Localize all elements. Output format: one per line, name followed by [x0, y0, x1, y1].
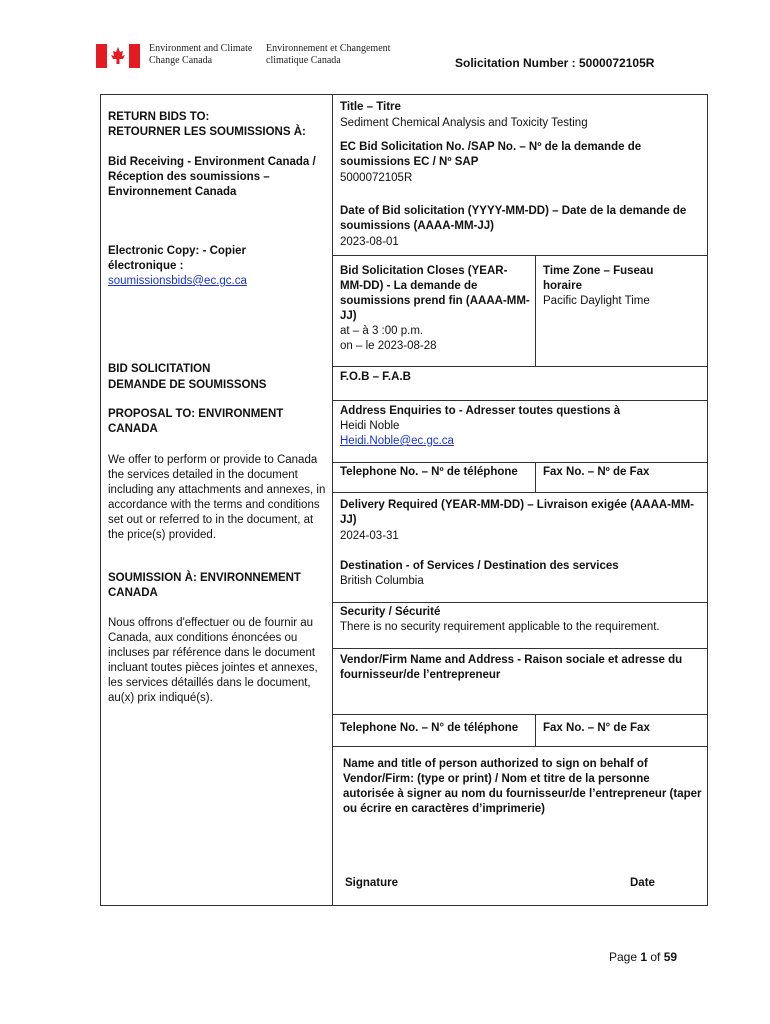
solicitation-number: Solicitation Number : 5000072105R: [455, 56, 655, 70]
submission-email-link[interactable]: soumissionsbids@ec.gc.ca: [108, 275, 247, 287]
electronic-copy-label: Electronic Copy: - Copier électronique :: [108, 245, 247, 272]
authorized-signer-label: Name and title of person authorized to sign on behalf of Vendor/Firm: (type or print) / Nom et titre de la personne autorisée à signer au nom du fournisseur/de l’entrepreneur (taper ou écrire en caractères d’imprimerie): [343, 758, 702, 815]
retourner-heading: RETOURNER LES SOUMISSIONS À:: [108, 126, 306, 138]
timezone-value: Pacific Daylight Time: [543, 295, 650, 307]
closes-label: Bid Solicitation Closes (YEAR-MM-DD) - La demande de soumissions prend fin (AAAA-MM-JJ): [340, 265, 530, 322]
cell-divider: [535, 462, 536, 492]
vendor-fax-label: Fax No. – N° de Fax: [543, 722, 650, 734]
row-divider: [332, 746, 708, 747]
row-divider: [332, 366, 708, 367]
bid-receiving: Bid Receiving - Environment Canada / Réception des soumissions – Environnement Canada: [108, 156, 316, 198]
destination-label: Destination - of Services / Destination des services: [340, 560, 619, 572]
title-label: Title – Titre: [340, 101, 401, 113]
row-divider: [332, 400, 708, 401]
row-divider: [332, 462, 708, 463]
return-bids-heading: RETURN BIDS TO:: [108, 111, 210, 123]
ec-solicitation-label: EC Bid Solicitation No. /SAP No. – Nº de la demande de soumissions EC / Nº SAP: [340, 141, 642, 168]
title-value: Sediment Chemical Analysis and Toxicity Testing: [340, 117, 588, 129]
delivery-label: Delivery Required (YEAR-MM-DD) – Livraison exigée (AAAA-MM-JJ): [340, 499, 694, 526]
department-name-fr: Environnement et Changement climatique Canada: [266, 43, 391, 66]
closes-date: on – le 2023-08-28: [340, 340, 437, 352]
department-name-en: Environment and Climate Change Canada: [149, 43, 253, 66]
row-divider: [332, 602, 708, 603]
canada-flag-icon: [96, 44, 140, 68]
row-divider: [332, 492, 708, 493]
row-divider: [332, 648, 708, 649]
signature-label: Signature: [345, 877, 399, 889]
cell-divider: [535, 714, 536, 746]
security-label: Security / Sécurité: [340, 606, 441, 618]
date-label: Date: [630, 877, 655, 889]
fob-label: F.O.B – F.A.B: [340, 371, 411, 383]
closes-time: at – à 3 :00 p.m.: [340, 325, 424, 337]
cell-divider: [535, 255, 536, 366]
vendor-telephone-label: Telephone No. – N° de téléphone: [340, 722, 519, 734]
address-enquiries-label: Address Enquiries to - Adresser toutes questions à: [340, 405, 621, 417]
bid-solicitation-heading: BID SOLICITATION: [108, 363, 211, 375]
soumission-heading: SOUMISSION À: ENVIRONNEMENT CANADA: [108, 572, 301, 599]
solicitation-date-value: 2023-08-01: [340, 236, 399, 248]
security-value: There is no security requirement applicable to the requirement.: [340, 621, 660, 633]
we-offer-text: We offer to perform or provide to Canada the services detailed in the document including any attachments and annexes, in accordance with the terms and conditions set out or referred to in the document, at the price(s) provided.: [108, 454, 326, 541]
page-number: 1: [640, 950, 648, 964]
row-divider: [332, 714, 708, 715]
vendor-label: Vendor/Firm Name and Address - Raison sociale et adresse du fournisseur/de l’entrepreneur: [340, 654, 683, 681]
contact-email-link[interactable]: Heidi.Noble@ec.gc.ca: [340, 435, 454, 447]
timezone-label: Time Zone – Fuseau horaire: [543, 265, 654, 292]
fax-label: Fax No. – Nº de Fax: [543, 466, 650, 478]
page-indicator: [609, 950, 677, 965]
delivery-value: 2024-03-31: [340, 530, 399, 542]
contact-name: Heidi Noble: [340, 420, 400, 432]
demande-heading: DEMANDE DE SOUMISSONS: [108, 379, 267, 391]
proposal-to-heading: PROPOSAL TO: ENVIRONMENT CANADA: [108, 408, 284, 435]
column-divider: [332, 94, 333, 906]
page-of: of: [647, 950, 664, 964]
nous-offrons-text: Nous offrons d'effectuer ou de fournir au Canada, aux conditions énoncées ou incluses par référence dans le document incluant toutes pièces jointes et annexes, les services détaillés dans le document, au(x) prix indiqué(s).: [108, 617, 318, 704]
page-total: 59: [663, 950, 678, 964]
telephone-label: Telephone No. – Nº de téléphone: [340, 466, 518, 478]
page-prefix: Page: [609, 950, 641, 964]
ec-solicitation-value: 5000072105R: [340, 172, 413, 184]
destination-value: British Columbia: [340, 575, 424, 587]
row-divider: [332, 255, 708, 256]
solicitation-date-label: Date of Bid solicitation (YYYY-MM-DD) – Date de la demande de soumissions (AAAA-MM-JJ): [340, 205, 687, 232]
